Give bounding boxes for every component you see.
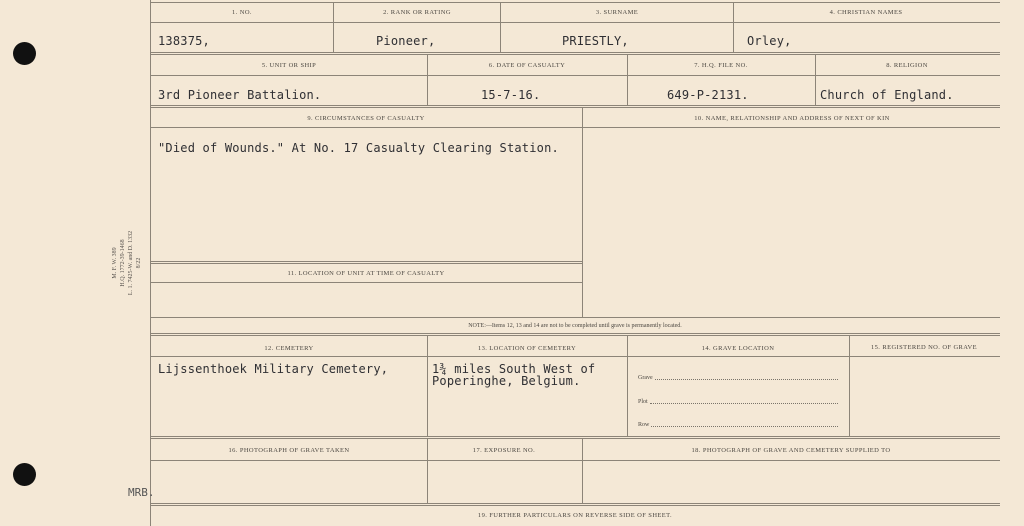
dotted-line xyxy=(650,403,838,404)
rule xyxy=(150,127,1000,128)
label-surname: 3. SURNAME xyxy=(595,9,639,16)
rule xyxy=(150,261,582,264)
rule xyxy=(150,356,1000,357)
form-code-line: M. F. W. 389 xyxy=(112,247,118,279)
value-hq-file: 649-P-2131. xyxy=(667,88,749,102)
rule xyxy=(582,439,583,503)
value-unit: 3rd Pioneer Battalion. xyxy=(158,88,322,102)
label-rank: 2. RANK OR RATING xyxy=(383,9,451,16)
rule xyxy=(150,282,582,283)
rule xyxy=(733,2,734,52)
label-unit: 5. UNIT OR SHIP xyxy=(261,62,317,69)
row-field-row xyxy=(638,422,838,428)
form-code-line: 8/22 xyxy=(136,257,142,269)
rule xyxy=(849,336,850,436)
value-date: 15-7-16. xyxy=(481,88,541,102)
value-rank: Pioneer, xyxy=(376,34,436,48)
row-field-label: Row xyxy=(638,422,650,428)
rule xyxy=(150,105,1000,108)
label-further-particulars: 19. FURTHER PARTICULARS ON REVERSE SIDE OF SHEET. xyxy=(477,512,673,519)
rule xyxy=(427,336,428,436)
punch-hole-top xyxy=(13,42,36,65)
rule xyxy=(150,2,1000,3)
rule xyxy=(427,439,428,503)
plot-field-row xyxy=(638,399,838,405)
label-date: 6. DATE OF CASUALTY xyxy=(488,62,566,69)
rule xyxy=(582,108,583,317)
value-circumstances: "Died of Wounds." At No. 17 Casualty Clearing Station. xyxy=(158,141,559,155)
label-religion: 8. RELIGION xyxy=(886,62,928,69)
label-location-of-unit: 11. LOCATION OF UNIT AT TIME OF CASUALTY xyxy=(287,270,445,277)
punch-hole-bottom xyxy=(13,463,36,486)
value-location-of-cemetery-line2: Poperinghe, Belgium. xyxy=(432,374,581,388)
label-circumstances: 9. CIRCUMSTANCES OF CASUALTY xyxy=(307,115,425,122)
rule xyxy=(427,55,428,105)
dotted-line xyxy=(651,426,838,427)
rule xyxy=(150,22,1000,23)
rule xyxy=(815,55,816,105)
rule xyxy=(150,317,1000,318)
label-hq-file: 7. H.Q. FILE NO. xyxy=(694,62,748,69)
dotted-line xyxy=(655,379,838,380)
plot-field-label: Plot xyxy=(638,399,648,405)
label-exposure: 17. EXPOSURE NO. xyxy=(472,447,536,454)
label-next-of-kin: 10. NAME, RELATIONSHIP AND ADDRESS OF NEXT OF KIN xyxy=(694,115,890,122)
note-text: NOTE:—Items 12, 13 and 14 are not to be completed until grave is permanently located. xyxy=(468,323,682,329)
rule xyxy=(150,75,1000,76)
label-grave-location: 14. GRAVE LOCATION xyxy=(701,345,775,352)
label-christian-names: 4. CHRISTIAN NAMES xyxy=(829,9,903,16)
form-code-line: H.Q. 1772-39-1468 xyxy=(120,239,126,287)
form-code-line: L. 1. 7425-W. and D. 1332 xyxy=(128,230,134,296)
rule xyxy=(500,2,501,52)
grave-field-row xyxy=(638,375,838,381)
value-religion: Church of England. xyxy=(820,88,954,102)
label-registered-no: 15. REGISTERED NO. OF GRAVE xyxy=(870,344,978,351)
value-surname: PRIESTLY, xyxy=(562,34,629,48)
value-cemetery: Lijssenthoek Military Cemetery, xyxy=(158,362,389,376)
grave-field-label: Grave xyxy=(638,375,653,381)
form-code xyxy=(111,193,145,333)
rule xyxy=(333,2,334,52)
rule xyxy=(150,503,1000,506)
value-christian-names: Orley, xyxy=(747,34,792,48)
label-photo-supplied: 18. PHOTOGRAPH OF GRAVE AND CEMETERY SUPPLIED TO xyxy=(691,447,891,454)
rule xyxy=(627,55,628,105)
label-photo-taken: 16. PHOTOGRAPH OF GRAVE TAKEN xyxy=(228,447,350,454)
rule xyxy=(150,460,1000,461)
label-no: 1. NO. xyxy=(232,9,252,16)
rule xyxy=(627,336,628,436)
rule xyxy=(150,52,1000,55)
label-location-of-cemetery: 13. LOCATION OF CEMETERY xyxy=(477,345,577,352)
label-cemetery: 12. CEMETERY xyxy=(264,345,314,352)
stamp-initials: MRB. xyxy=(128,486,155,499)
rule xyxy=(150,436,1000,439)
value-location-of-cemetery-line1: 1¾ miles South West of xyxy=(432,362,596,376)
rule xyxy=(150,333,1000,336)
value-no: 138375, xyxy=(158,34,210,48)
